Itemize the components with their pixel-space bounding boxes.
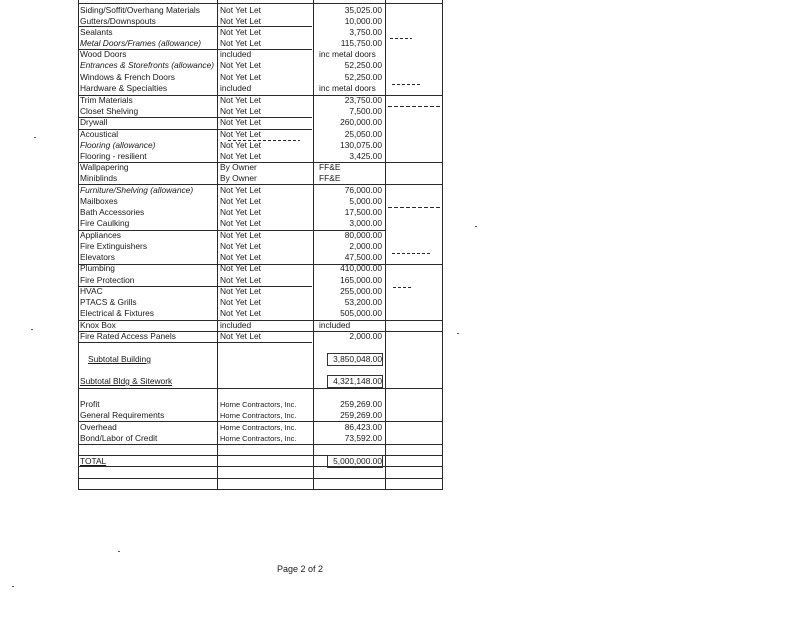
item-name: PTACS & Grills xyxy=(80,297,137,307)
item-name: Entrances & Storefronts (allowance) xyxy=(80,60,215,70)
table-row xyxy=(0,60,443,71)
item-note: FF&E xyxy=(319,162,341,172)
item-status: Not Yet Let xyxy=(220,275,261,285)
fee-amount: 86,423.00 xyxy=(344,422,382,432)
item-status: included xyxy=(220,83,252,93)
item-name: Wallpapering xyxy=(80,162,129,172)
subtotal-bldg-sitework-label: Subtotal Bldg & Sitework xyxy=(80,376,173,386)
item-status: Not Yet Let xyxy=(220,308,261,318)
item-amount: 52,250.00 xyxy=(344,60,382,70)
fee-amount: 73,592.00 xyxy=(344,433,382,443)
item-amount: 2,000.00 xyxy=(349,241,382,251)
item-status: included xyxy=(220,320,252,330)
table-row xyxy=(0,27,443,38)
item-amount: 35,025.00 xyxy=(344,5,382,15)
table-row xyxy=(0,263,443,274)
table-row xyxy=(0,83,443,94)
table-row xyxy=(0,308,443,319)
item-amount: 115,750.00 xyxy=(340,38,382,48)
subtotal-building-row xyxy=(0,354,443,365)
item-status: Not Yet Let xyxy=(220,117,261,127)
item-status: Not Yet Let xyxy=(220,286,261,296)
fee-name: Bond/Labor of Credit xyxy=(80,433,158,443)
item-amount: 505,000.00 xyxy=(340,308,382,318)
table-row xyxy=(0,117,443,128)
item-status: Not Yet Let xyxy=(220,95,261,105)
table-row xyxy=(0,196,443,207)
table-row xyxy=(0,5,443,16)
subtotal-building-amount: 3,850,048.00 xyxy=(328,354,382,365)
item-name: Fire Caulking xyxy=(80,218,130,228)
item-amount: 3,750.00 xyxy=(349,27,382,37)
item-status: Not Yet Let xyxy=(220,230,261,240)
fee-row xyxy=(0,410,443,421)
item-status: Not Yet Let xyxy=(220,151,261,161)
item-name: Miniblinds xyxy=(80,173,118,183)
table-row xyxy=(0,207,443,218)
item-status: Not Yet Let xyxy=(220,60,261,70)
subtotal-bldg-sitework-amount: 4,321,148.00 xyxy=(328,376,382,387)
table-row xyxy=(0,72,443,83)
table-row xyxy=(0,38,443,49)
item-name: Flooring (allowance) xyxy=(80,140,156,150)
item-status: Not Yet Let xyxy=(220,331,261,341)
item-name: Closet Shelving xyxy=(80,106,139,116)
item-name: Fire Protection xyxy=(80,275,135,285)
item-status: Not Yet Let xyxy=(220,16,261,26)
table-row xyxy=(0,95,443,106)
total-label: TOTAL xyxy=(80,456,107,466)
item-status: Not Yet Let xyxy=(220,185,261,195)
item-status: Not Yet Let xyxy=(220,72,261,82)
item-amount: 23,750.00 xyxy=(344,95,382,105)
table-row xyxy=(0,106,443,117)
item-name: Drywall xyxy=(80,117,108,127)
item-status: Not Yet Let xyxy=(220,241,261,251)
table-row xyxy=(0,320,443,331)
item-name: Acoustical xyxy=(80,129,119,139)
item-name: Wood Doors xyxy=(80,49,127,59)
item-status: Not Yet Let xyxy=(220,263,261,273)
item-status: included xyxy=(220,49,252,59)
item-amount: 25,050.00 xyxy=(344,129,382,139)
table-row xyxy=(0,129,443,140)
table-row xyxy=(0,49,443,60)
fee-name: Profit xyxy=(80,399,100,409)
item-amount: 52,250.00 xyxy=(344,72,382,82)
page-number: Page 2 of 2 xyxy=(276,564,324,574)
item-amount: 80,000.00 xyxy=(344,230,382,240)
fee-row xyxy=(0,399,443,410)
item-amount: 10,000.00 xyxy=(344,16,382,26)
item-name: Windows & French Doors xyxy=(80,72,175,82)
item-status: Not Yet Let xyxy=(220,129,261,139)
item-name: Mailboxes xyxy=(80,196,118,206)
item-name: Fire Rated Access Panels xyxy=(80,331,176,341)
table-row xyxy=(0,151,443,162)
item-name: Elevators xyxy=(80,252,115,262)
subtotal-bldg-sitework-row xyxy=(0,376,443,387)
fee-contractor: Horne Contractors, Inc. xyxy=(220,423,297,432)
item-status: Not Yet Let xyxy=(220,5,261,15)
item-amount: 3,000.00 xyxy=(349,218,382,228)
item-status: Not Yet Let xyxy=(220,140,261,150)
item-name: Electrical & Fixtures xyxy=(80,308,154,318)
fee-amount: 259,269.00 xyxy=(340,399,382,409)
item-amount: 47,500.00 xyxy=(344,252,382,262)
item-status: Not Yet Let xyxy=(220,297,261,307)
item-amount: 3,425.00 xyxy=(349,151,382,161)
item-name: Furniture/Shelving (allowance) xyxy=(80,185,194,195)
item-amount: 130,075.00 xyxy=(340,140,382,150)
table-row xyxy=(0,286,443,297)
item-name: Trim Materials xyxy=(80,95,133,105)
item-name: Appliances xyxy=(80,230,121,240)
item-note: inc metal doors xyxy=(319,83,376,93)
fee-amount: 259,269.00 xyxy=(340,410,382,420)
item-name: Plumbing xyxy=(80,263,115,273)
item-note: included xyxy=(319,320,351,330)
table-row xyxy=(0,173,443,184)
item-amount: 165,000.00 xyxy=(340,275,382,285)
table-row xyxy=(0,230,443,241)
item-name: Siding/Soffit/Overhang Materials xyxy=(80,5,200,15)
total-amount: 5,000,000.00 xyxy=(328,456,382,467)
table-row xyxy=(0,16,443,27)
table-row xyxy=(0,140,443,151)
item-name: Gutters/Downspouts xyxy=(80,16,156,26)
item-note: FF&E xyxy=(319,173,341,183)
item-status: Not Yet Let xyxy=(220,106,261,116)
item-amount: 53,200.00 xyxy=(344,297,382,307)
subtotal-building-label: Subtotal Building xyxy=(88,354,151,364)
item-name: Fire Extinguishers xyxy=(80,241,148,251)
fee-contractor: Horne Contractors, Inc. xyxy=(220,400,297,409)
item-amount: 7,500.00 xyxy=(349,106,382,116)
table-row xyxy=(0,162,443,173)
item-status: By Owner xyxy=(220,173,257,183)
item-amount: 2,000.00 xyxy=(349,331,382,341)
item-name: Metal Doors/Frames (allowance) xyxy=(80,38,202,48)
item-amount: 17,500.00 xyxy=(344,207,382,217)
table-row xyxy=(0,275,443,286)
table-row xyxy=(0,252,443,263)
item-amount: 5,000.00 xyxy=(349,196,382,206)
fee-name: General Requirements xyxy=(80,410,165,420)
item-status: Not Yet Let xyxy=(220,252,261,262)
item-status: Not Yet Let xyxy=(220,218,261,228)
item-status: Not Yet Let xyxy=(220,207,261,217)
item-amount: 255,000.00 xyxy=(340,286,382,296)
table-row xyxy=(0,241,443,252)
item-status: Not Yet Let xyxy=(220,38,261,48)
item-amount: 76,000.00 xyxy=(344,185,382,195)
item-status: By Owner xyxy=(220,162,257,172)
fee-contractor: Horne Contractors, Inc. xyxy=(220,434,297,443)
item-amount: 410,000.00 xyxy=(340,263,382,273)
item-name: Hardware & Specialties xyxy=(80,83,168,93)
fee-row xyxy=(0,422,443,433)
fee-name: Overhead xyxy=(80,422,117,432)
item-name: Knox Box xyxy=(80,320,116,330)
item-status: Not Yet Let xyxy=(220,196,261,206)
item-name: Bath Accessories xyxy=(80,207,145,217)
item-amount: 260,000.00 xyxy=(340,117,382,127)
item-status: Not Yet Let xyxy=(220,27,261,37)
table-row xyxy=(0,185,443,196)
item-note: inc metal doors xyxy=(319,49,376,59)
item-name: Sealants xyxy=(80,27,113,37)
table-row xyxy=(0,218,443,229)
item-name: HVAC xyxy=(80,286,103,296)
fee-contractor: Horne Contractors, Inc. xyxy=(220,411,297,420)
table-row xyxy=(0,331,443,342)
fee-row xyxy=(0,433,443,444)
total-row xyxy=(0,456,443,467)
item-name: Flooring - resilient xyxy=(80,151,147,161)
table-row xyxy=(0,297,443,308)
